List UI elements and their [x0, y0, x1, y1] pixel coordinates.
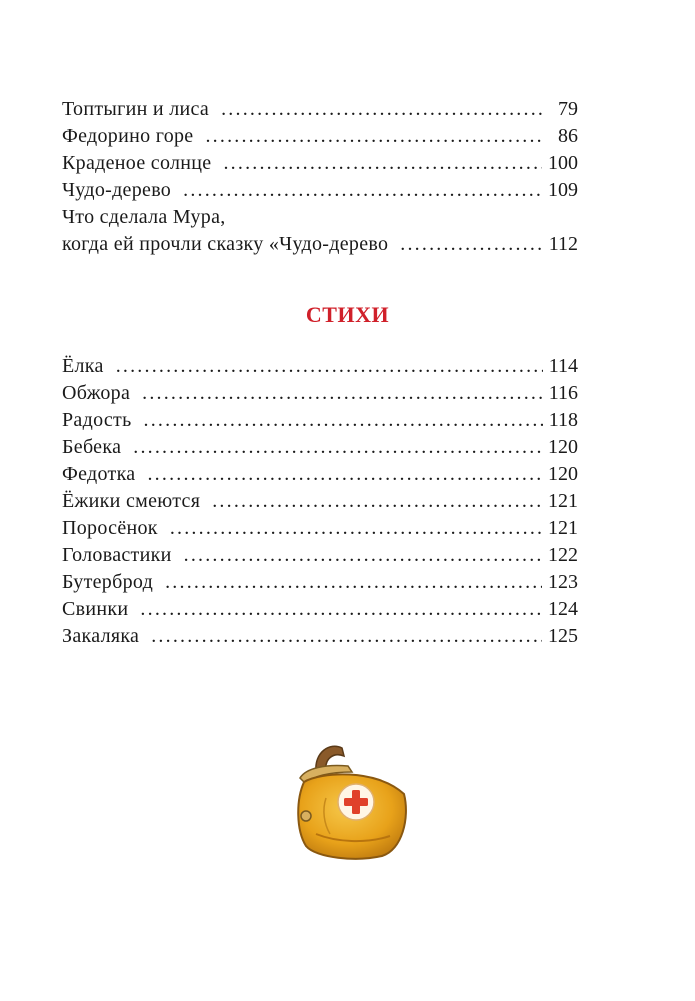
leader-dots: [151, 623, 542, 650]
leader-dots: [140, 596, 542, 623]
leader-dots: [144, 407, 543, 434]
toc-entry-title: Топтыгин и лиса: [62, 98, 210, 120]
toc-entry: [62, 596, 578, 623]
toc-entry-title: Свинки: [62, 598, 129, 620]
toc-entry-line1: [62, 204, 578, 231]
toc-entry-page: 118: [548, 409, 578, 431]
toc-entry-title: Ёлка: [62, 355, 104, 377]
toc-entry-title-line1: Что сделала Мура,: [62, 206, 226, 228]
toc-entry-title: Бутерброд: [62, 571, 154, 593]
toc-entry-title: Головастики: [62, 544, 172, 566]
toc-entry-page: 124: [548, 598, 578, 620]
toc-entry: [62, 96, 578, 123]
toc-entry-page: 122: [548, 544, 578, 566]
toc-entry-title-line2: когда ей прочли сказку «Чудо-дерево: [62, 233, 389, 255]
poems-toc: [62, 353, 578, 650]
leader-dots: [147, 461, 542, 488]
leader-dots: [183, 177, 542, 204]
toc-entry-title: Краденое солнце: [62, 152, 212, 174]
toc-entry: [62, 569, 578, 596]
toc-entry-title: Федотка: [62, 463, 136, 485]
toc-entry-page: 79: [558, 98, 578, 120]
leader-dots: [212, 488, 542, 515]
leader-dots: [165, 569, 542, 596]
leader-dots: [133, 434, 542, 461]
toc-entry: [62, 380, 578, 407]
toc-entry-page: 120: [548, 436, 578, 458]
leader-dots: [223, 150, 542, 177]
toc-entry-page: 125: [548, 625, 578, 647]
toc-entry-page: 120: [548, 463, 578, 485]
toc-entry: [62, 434, 578, 461]
toc-entry-page: 121: [548, 517, 578, 539]
leader-dots: [205, 123, 544, 150]
leader-dots: [184, 542, 542, 569]
toc-entry: [62, 231, 578, 258]
leader-dots: [221, 96, 544, 123]
section-heading-poems: СТИХИ: [305, 302, 390, 327]
toc-entry-page: 114: [548, 355, 578, 377]
toc-entry: [62, 542, 578, 569]
toc-entry-page: 123: [548, 571, 578, 593]
toc-entry-page: 100: [548, 152, 578, 174]
leader-dots: [170, 515, 542, 542]
toc-entry: [62, 461, 578, 488]
toc-entry-page: 112: [548, 233, 578, 255]
toc-entry-title: Ёжики смеются: [62, 490, 201, 512]
toc-entry: [62, 407, 578, 434]
leader-dots: [142, 380, 543, 407]
toc-entry: [62, 150, 578, 177]
toc-entry: [62, 515, 578, 542]
toc-entry-title: Закаляка: [62, 625, 140, 647]
toc-entry: [62, 353, 578, 380]
toc-entry: [62, 488, 578, 515]
leader-dots: [400, 231, 542, 258]
toc-entry-title: Чудо-дерево: [62, 179, 172, 201]
toc-entry-page: 109: [548, 179, 578, 201]
toc-entry: [62, 623, 578, 650]
toc-entry-page: 86: [558, 125, 578, 147]
toc-entry-page: 121: [548, 490, 578, 512]
leader-dots: [116, 353, 543, 380]
toc-entry-title: Обжора: [62, 382, 131, 404]
toc-entry-title: Бебека: [62, 436, 122, 458]
toc-entry-title: Радость: [62, 409, 132, 431]
toc-entry-title: Федорино горе: [62, 125, 194, 147]
stories-toc: [62, 96, 578, 258]
toc-entry-title: Поросёнок: [62, 517, 158, 539]
toc-entry: [62, 123, 578, 150]
doctor-bag-icon: [286, 738, 414, 862]
toc-entry-page: 116: [548, 382, 578, 404]
toc-entry: [62, 177, 578, 204]
